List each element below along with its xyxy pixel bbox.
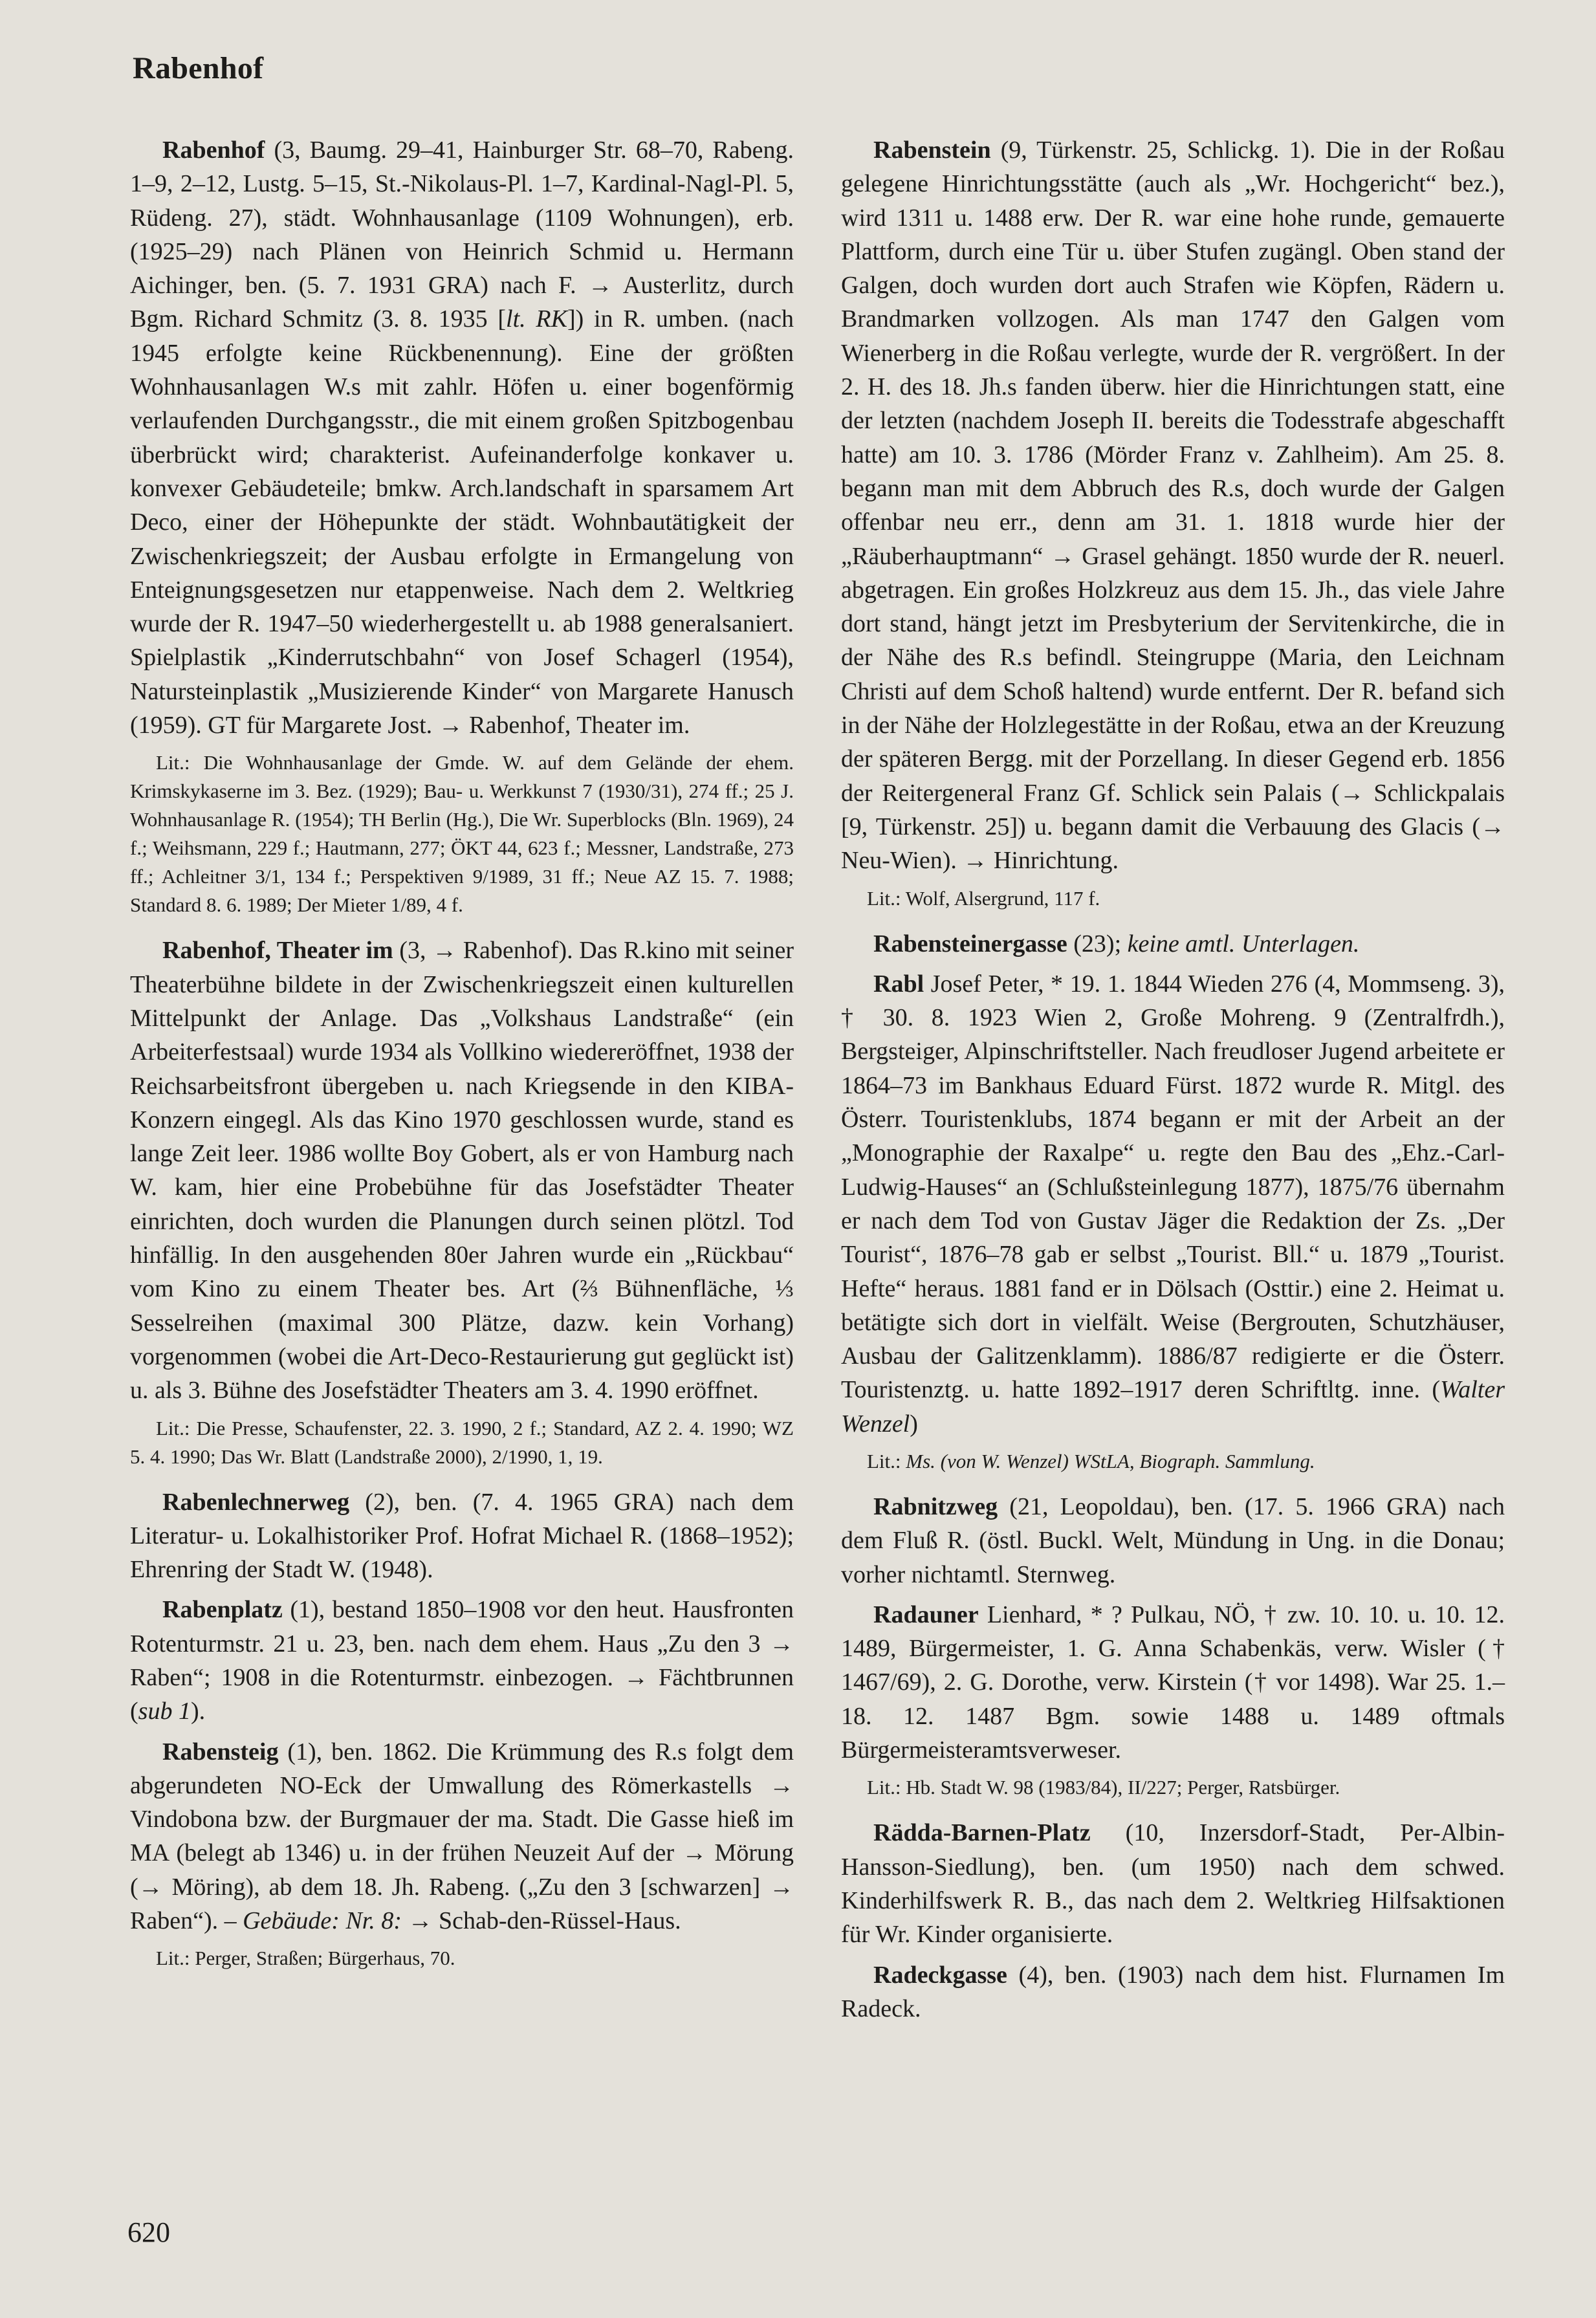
entry-rabenstein: Rabenstein (9, Türkenstr. 25, Schlickg. 1). Die in der Roßau gelegene Hinrichtungsstätte (auch als „Wr. Hochgericht“ bez.), wird 1311 u. 1488 erw. Der R. war eine hohe runde, gemauerte Plattform, durch eine Tür u. über Stufen zugängl. Oben stand der Galgen, doch wurden dort auch Strafen wie Köpfen, Rädern u. Brandmarken vollzogen. Als man 1747 den Galgen vom Wienerberg in die Roßau verlegte, wurde der R. vergrößert. In der 2. H. des 18. Jh.s fanden überw. hier die Hinrichtungen statt, eine der letzten (nachdem Joseph II. bereits die Todesstrafe abgeschafft hatte) am 10. 3. 1786 (Mörder Franz v. Zahlheim). Am 25. 8. begann man mit dem Abbruch des R.s, doch wurde der Galgen offenbar neu err., denn am 31. 1. 1818 wurde hier der „Räuberhauptmann“ → Grasel gehängt. 1850 wurde der R. neuerl. abgetragen. Ein großes Holzkreuz aus dem 15. Jh., das viele Jahre dort stand, hängt jetzt im Presbyterium der Servitenkirche, die in der Nähe des R.s befindl. Steingruppe (Maria, den Leichnam Christi auf dem Schoß haltend) wurde entfernt. Der R. befand sich in der Nähe der Holzlegestätte in der Roßau, etwa an der Kreuzung der späteren Bergg. mit der Porzellang. In dieser Gegend erb. 1856 der Reitergeneral Franz Gf. Schlick sein Palais (→ Schlickpalais [9, Türkenstr. 25]) u. begann damit die Verbauung des Glacis (→ Neu-Wien). → Hinrichtung. [841,137,1505,875]
entry-radeckgasse: Radeckgasse (4), ben. (1903) nach dem hist. Flurnamen Im Radeck. [841,1961,1505,2022]
entry-rabnitzweg: Rabnitzweg (21, Leopoldau), ben. (17. 5. 1966 GRA) nach dem Fluß R. (östl. Buckl. Welt, Mündung in Ung. in die Donau; vorher nichtamtl. Sternweg. [841,1492,1505,1588]
entry-headword: Rabl [873,970,924,998]
entry-headword: Rabnitzweg [873,1492,998,1520]
literature-note: Lit.: Die Wohnhausanlage der Gmde. W. auf dem Gelände der ehem. Krimskykaserne im 3. Bez. (1929); Bau- u. Werkkunst 7 (1930/31), 274 ff.; 25 J. Wohnhausanlage R. (1954); TH Berlin (Hg.), Die Wr. Superblocks (Bln. 1969), 24 f.; Weihsmann, 229 f.; Hautmann, 277; ÖKT 44, 623 f.; Messner, Landstraße, 273 ff.; Achleitner 3/1, 134 f.; Perspektiven 9/1989, 31 ff.; Neue AZ 15. 7. 1988; Standard 8. 6. 1989; Der Mieter 1/89, 4 f. [130,751,794,917]
entry-headword: Rabenstein [873,137,991,164]
literature-note: Lit.: Wolf, Alsergrund, 117 f. [867,886,1100,910]
page-number: 620 [127,2216,170,2248]
entry-headword: Radauner [873,1601,979,1628]
literature-note: Lit.: Perger, Straßen; Bürgerhaus, 70. [156,1947,455,1970]
entry-rabenhof: Rabenhof (3, Baumg. 29–41, Hainburger Str. 68–70, Rabeng. 1–9, 2–12, Lustg. 5–15, St.-Nikolaus-Pl. 1–7, Kardinal-Nagl-Pl. 5, Rüdeng. 27), städt. Wohnhausanlage (1109 Wohnungen), erb. (1925–29) nach Plänen von Heinrich Schmid u. Hermann Aichinger, ben. (5. 7. 1931 GRA) nach F. → Austerlitz, durch Bgm. Richard Schmitz (3. 8. 1935 [lt. RK]) in R. umben. (nach 1945 erfolgte keine Rückbenennung). Eine der größten Wohnhausanlagen W.s mit zahlr. Höfen u. einer bogenförmig verlaufenden Durchgangsstr., die mit einem großen Spitzbogenbau überbrückt wird; charakterist. Aufeinanderfolge konkaver u. konvexer Gebäudeteile; bmkw. Arch.landschaft in sparsamem Art Deco, einer der Höhepunkte der städt. Wohnbautätigkeit der Zwischenkriegszeit; der Ausbau erfolgte in Ermangelung von Enteignungsgesetzen nur etappenweise. Nach dem 2. Weltkrieg wurde der R. 1947–50 wiederhergestellt u. ab 1988 generalsaniert. Spielplastik „Kinderrutschbahn“ von Josef Schagerl (1954), Natursteinplastik „Musizierende Kinder“ von Margarete Hanusch (1959). GT für Margarete Jost. → Rabenhof, Theater im. [130,137,794,739]
entry-headword: Rabensteig [162,1738,279,1766]
left-column [130,133,794,1987]
entry-rabenlechnerweg: Rabenlechnerweg (2), ben. (7. 4. 1965 GRA) nach dem Literatur- u. Lokalhistoriker Prof. Hofrat Michael R. (1868–1952); Ehrenring der Stadt W. (1948). [130,1488,794,1584]
entry-radauner: Radauner Lienhard, * ? Pulkau, NÖ, † zw. 10. 10. u. 10. 12. 1489, Bürgermeister, 1. G. Anna Schabenkäs, verw. Wisler († 1467/69), 2. G. Dorothe, verw. Kirstein († vor 1498). War 25. 1.–18. 12. 1487 Bgm. sowie 1488 u. 1489 oftmals Bürgermeisteramtsverweser. [841,1601,1505,1764]
entry-rabensteig: Rabensteig (1), ben. 1862. Die Krümmung des R.s folgt dem abgerundeten NO-Eck der Umwallung des Römerkastells → Vindobona bzw. der Burgmauer der ma. Stadt. Die Gasse hieß im MA (belegt ab 1346) u. in der frühen Neuzeit Auf der → Mörung (→ Möring), ab dem 18. Jh. Rabeng. („Zu den 3 [schwarzen] → Raben“). – Gebäude: Nr. 8: → Schab-den-Rüssel-Haus. [130,1738,794,1935]
entry-headword: Rabenplatz [162,1596,283,1624]
running-head: Rabenhof [133,51,264,85]
entry-headword: Radeckgasse [873,1961,1007,1989]
literature-note: Lit.: Ms. (von W. Wenzel) WStLA, Biograph. Sammlung. [867,1449,1315,1472]
entry-headword: Rädda-Barnen-Platz [873,1819,1091,1847]
entry-headword: Rabenhof, Theater im [162,937,393,965]
entry-headword: Rabenlechnerweg [162,1488,350,1516]
entry-rabl: Rabl Josef Peter, * 19. 1. 1844 Wieden 276 (4, Mommseng. 3), † 30. 8. 1923 Wien 2, Große Mohreng. 9 (Zentralfrdh.), Bergsteiger, Alpinschriftsteller. Nach freudloser Jugend arbeitete er 1864–73 im Bankhaus Eduard Fürst. 1872 wurde R. Mitgl. des Österr. Touristenklubs, 1874 begann er mit der Arbeit an der „Monographie der Raxalpe“ u. regte den Bau des „Ehz.-Carl-Ludwig-Hauses“ an (Schlußsteinlegung 1877), 1875/76 übernahm er nach dem Tod von Gustav Jäger die Redaktion der Zs. „Der Tourist“, 1876–78 gab er selbst „Tourist. Bll.“ u. 1879 „Tourist. Hefte“ heraus. 1881 fand er in Dölsach (Osttir.) eine 2. Heimat u. betätigte sich dort in vielfält. Weise (Bergrouten, Schutzhäuser, Ausbau der Galitzenklamm). 1886/87 redigierte er die Österr. Touristenztg. u. hatte 1892–1917 deren Schriftltg. inne. (Walter Wenzel) [841,970,1505,1438]
literature-note: Lit.: Hb. Stadt W. 98 (1983/84), II/227; Perger, Ratsbürger. [867,1776,1340,1799]
entry-headword: Rabenhof [162,137,265,164]
literature-note: Lit.: Die Presse, Schaufenster, 22. 3. 1990, 2 f.; Standard, AZ 2. 4. 1990; WZ 5. 4. 1990; Das Wr. Blatt (Landstraße 2000), 2/1990, 1, 19. [130,1416,794,1468]
entry-raedda-barnen-platz: Rädda-Barnen-Platz (10, Inzersdorf-Stadt, Per-Albin-Hansson-Siedlung), ben. (um 1950) nach dem schwed. Kinderhilfswerk R. B., das nach dem 2. Weltkrieg Hilfsaktionen für Wr. Kinder organisierte. [841,1819,1505,1949]
right-column [841,133,1505,2032]
entry-rabensteinergasse: Rabensteinergasse (23); keine amtl. Unterlagen. [873,930,1360,957]
entry-headword: Rabensteinergasse [873,930,1067,957]
entry-rabenhof-theater: Rabenhof, Theater im (3, → Rabenhof). Das R.kino mit seiner Theaterbühne bildete in der Zwischenkriegszeit einen kulturellen Mittelpunkt der Anlage. Das „Volkshaus Landstraße“ (ein Arbeiterfestsaal) wurde 1934 als Vollkino wiedereröffnet, 1938 der Reichsarbeitsfront übergeben u. nach Kriegsende in den KIBA-Konzern eingegl. Als das Kino 1970 geschlossen wurde, stand es lange Zeit leer. 1986 wollte Boy Gobert, als er von Hamburg nach W. kam, hier eine Probebühne für das Josefstädter Theater einrichten, doch wurden die Planungen durch seinen plötzl. Tod hinfällig. In den ausgehenden 80er Jahren wurde ein „Rückbau“ vom Kino zu einem Theater bes. Art (⅔ Bühnenfläche, ⅓ Sesselreihen (maximal 300 Plätze, dazw. kein Vorhang) vorgenommen (wobei die Art-Deco-Restaurierung gut geglückt ist) u. als 3. Bühne des Josefstädter Theaters am 3. 4. 1990 eröffnet. [130,937,794,1405]
entry-rabenplatz: Rabenplatz (1), bestand 1850–1908 vor den heut. Hausfronten Rotenturmstr. 21 u. 23, ben. nach dem ehem. Haus „Zu den 3 → Raben“; 1908 in die Rotenturmstr. einbezogen. → Fächtbrunnen (sub 1). [130,1596,794,1725]
